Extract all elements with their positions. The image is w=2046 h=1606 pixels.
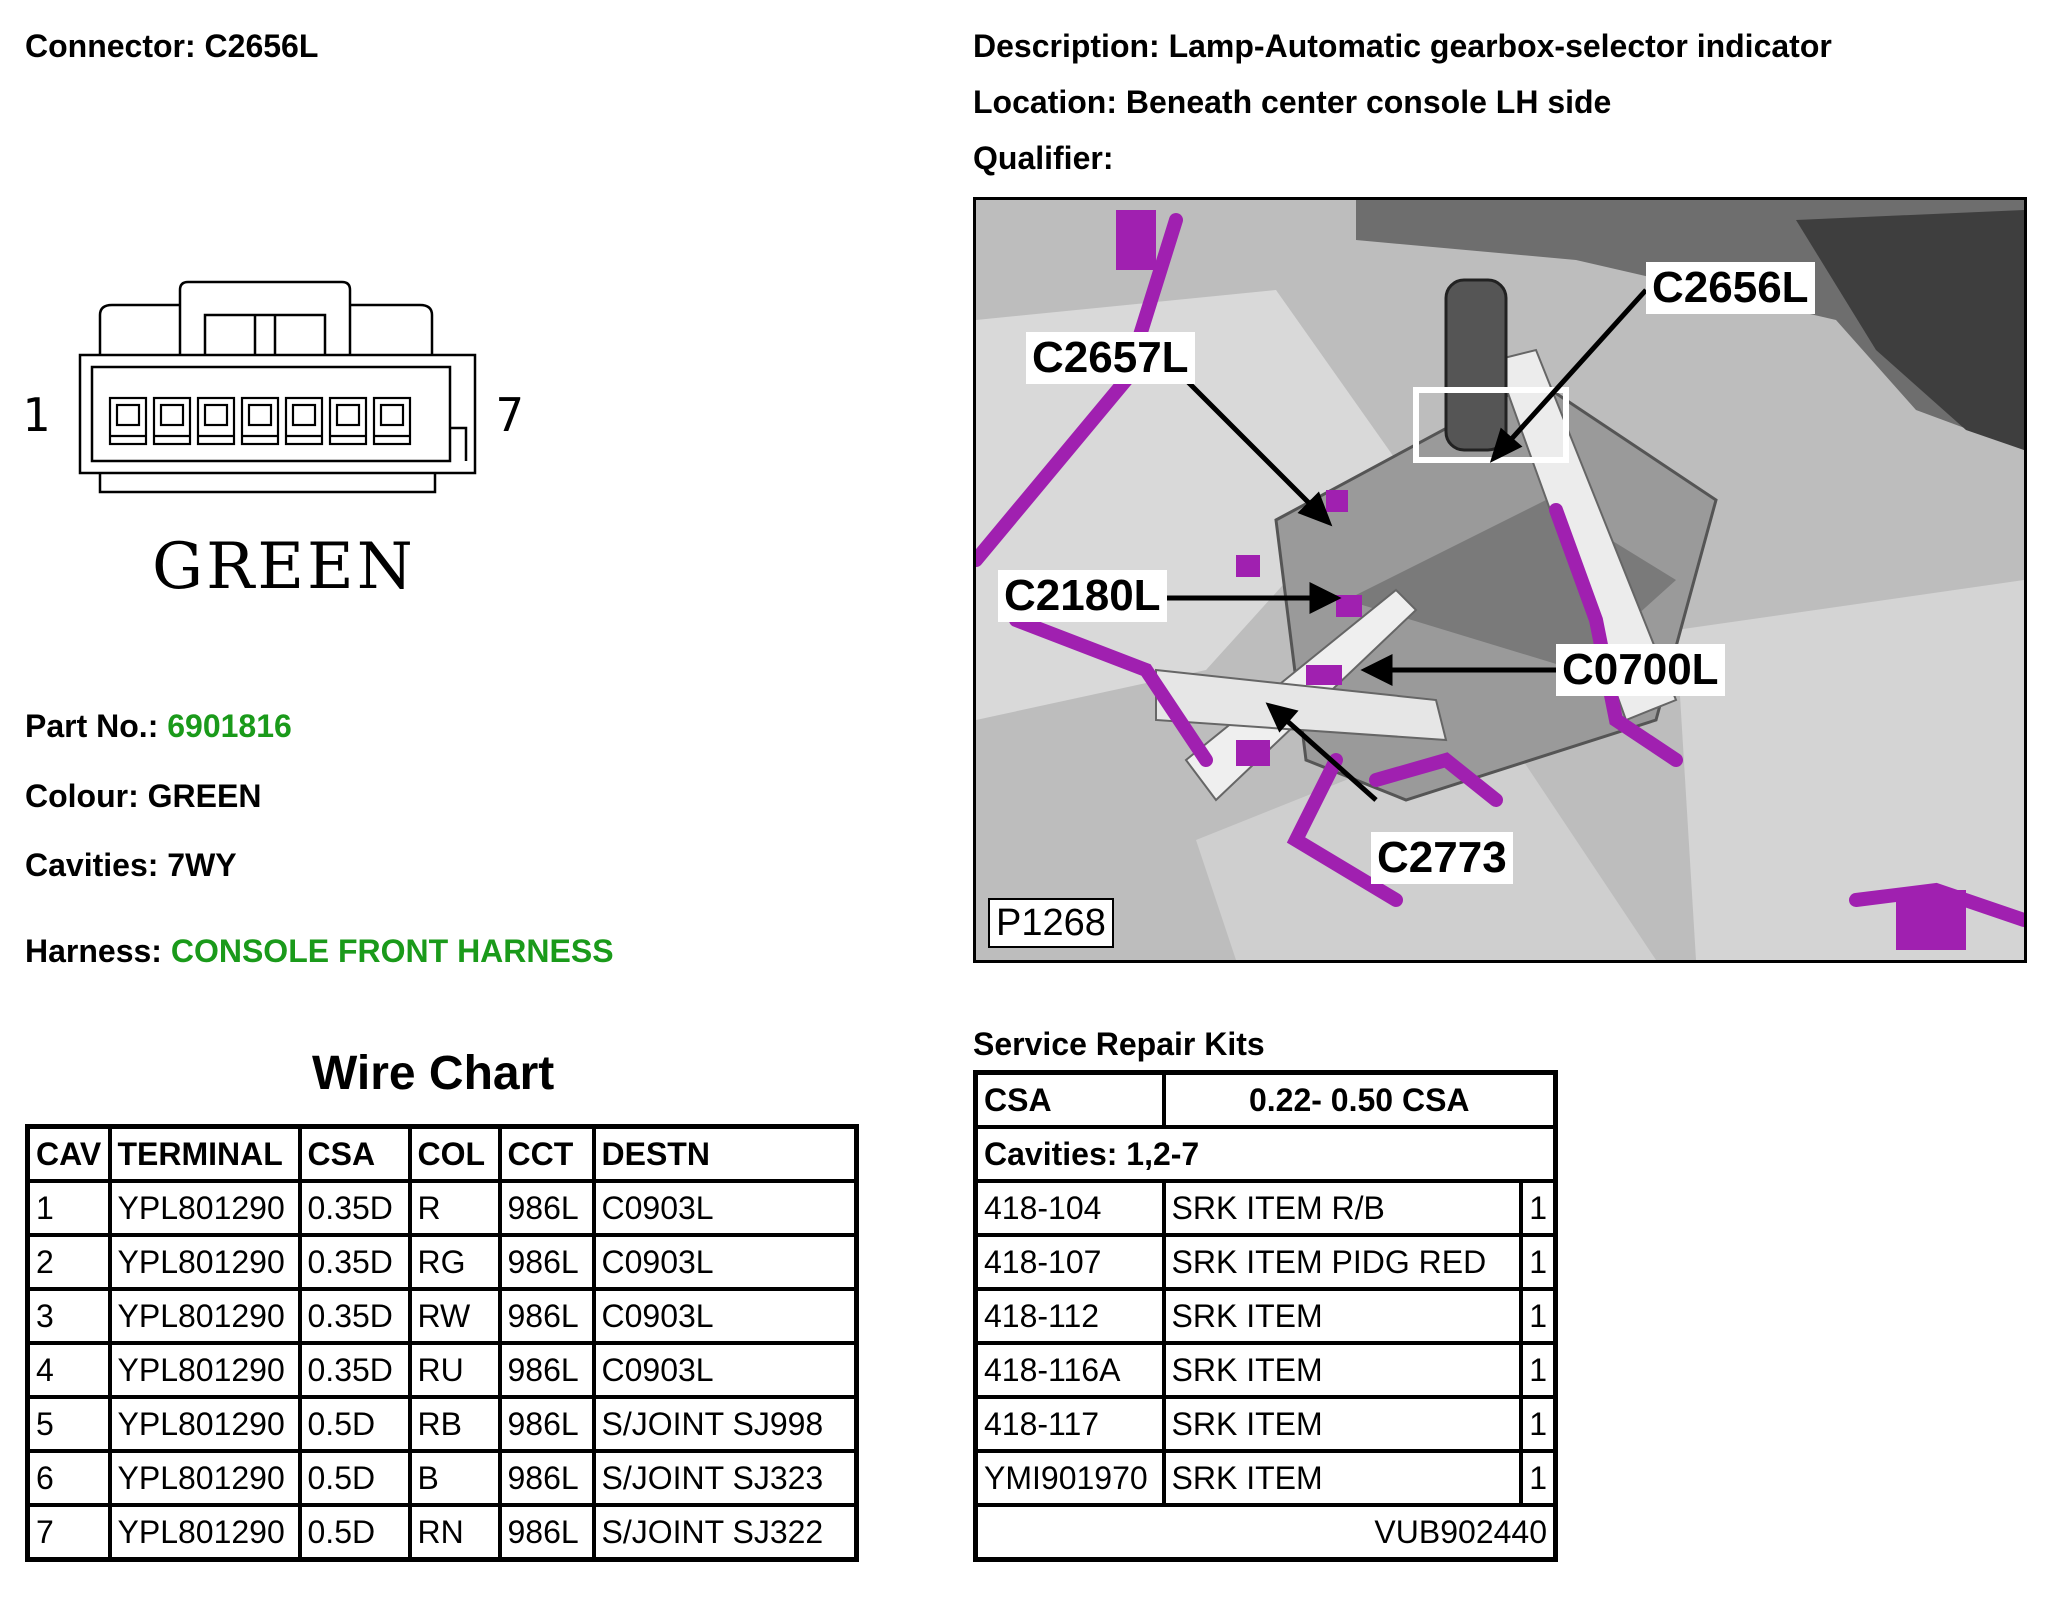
location-value: Beneath center console LH side (1125, 84, 1612, 120)
cell-destn: S/JOINT SJ322 (594, 1505, 857, 1560)
kit-footer-row (976, 1505, 1556, 1560)
harness-value: CONSOLE FRONT HARNESS (170, 933, 614, 969)
cell-destn: C0903L (594, 1289, 857, 1343)
csa-value: 0.22- 0.50 CSA (1164, 1073, 1556, 1128)
cell-terminal: YPL801290 (110, 1289, 300, 1343)
header-destn: DESTN (594, 1127, 857, 1182)
cell-destn: C0903L (594, 1343, 857, 1397)
pin-label-first: 1 (22, 388, 50, 442)
harness-line: Harness: CONSOLE FRONT HARNESS (25, 933, 614, 969)
cell-col: B (410, 1451, 500, 1505)
cell-csa: 0.5D (300, 1451, 410, 1505)
header-terminal: TERMINAL (110, 1127, 300, 1182)
kit-qty: 1 (1521, 1289, 1555, 1343)
cell-csa: 0.35D (300, 1343, 410, 1397)
cell-csa: 0.35D (300, 1235, 410, 1289)
wire-chart-title: Wire Chart (312, 1047, 555, 1100)
cell-cct: 986L (500, 1181, 594, 1235)
kit-qty: 1 (1521, 1235, 1555, 1289)
cell-cct: 986L (500, 1343, 594, 1397)
kit-part: 418-107 (976, 1235, 1164, 1289)
callout-c2657l: C2657L (1026, 332, 1195, 384)
description-line: Description: Lamp-Automatic gearbox-selector indicator (973, 28, 1832, 64)
csa-label: CSA (976, 1073, 1164, 1128)
cavities-row (976, 1127, 1556, 1181)
kit-qty: 1 (1521, 1181, 1555, 1235)
service-kits-table (973, 1070, 1558, 1562)
table-row (28, 1451, 857, 1505)
header-cct: CCT (500, 1127, 594, 1182)
wire-chart-table (25, 1124, 859, 1562)
kit-desc: SRK ITEM (1164, 1397, 1522, 1451)
qualifier-line: Qualifier: (973, 140, 1114, 176)
cell-col: RN (410, 1505, 500, 1560)
cell-col: RW (410, 1289, 500, 1343)
cavities-value: 7WY (167, 847, 237, 883)
cell-cav: 4 (28, 1343, 110, 1397)
list-item (976, 1235, 1556, 1289)
kit-footer: VUB902440 (976, 1505, 1556, 1560)
kit-part: 418-112 (976, 1289, 1164, 1343)
header-csa: CSA (300, 1127, 410, 1182)
cell-csa: 0.5D (300, 1505, 410, 1560)
wire-chart-header-row (28, 1127, 857, 1182)
service-kits-title: Service Repair Kits (973, 1026, 1265, 1062)
kit-qty: 1 (1521, 1397, 1555, 1451)
part-number-value: 6901816 (167, 708, 292, 744)
location-photo (973, 197, 2027, 963)
list-item (976, 1451, 1556, 1505)
photo-code: P1268 (988, 898, 1114, 948)
cell-terminal: YPL801290 (110, 1505, 300, 1560)
cell-terminal: YPL801290 (110, 1343, 300, 1397)
list-item (976, 1397, 1556, 1451)
callout-c0700l: C0700L (1556, 644, 1725, 696)
kit-desc: SRK ITEM (1164, 1451, 1522, 1505)
list-item (976, 1289, 1556, 1343)
cell-terminal: YPL801290 (110, 1397, 300, 1451)
cell-cct: 986L (500, 1289, 594, 1343)
table-row (28, 1235, 857, 1289)
cell-terminal: YPL801290 (110, 1235, 300, 1289)
callout-c2656l: C2656L (1646, 262, 1815, 314)
kit-desc: SRK ITEM (1164, 1289, 1522, 1343)
cell-cct: 986L (500, 1505, 594, 1560)
colour-line: Colour: GREEN (25, 778, 262, 814)
cell-col: RG (410, 1235, 500, 1289)
pin-label-last: 7 (496, 388, 524, 442)
cell-cct: 986L (500, 1397, 594, 1451)
cell-destn: C0903L (594, 1181, 857, 1235)
cell-terminal: YPL801290 (110, 1181, 300, 1235)
connector-heading: Connector: C2656L (25, 28, 319, 64)
cell-csa: 0.35D (300, 1289, 410, 1343)
table-row (28, 1397, 857, 1451)
description-value: Lamp-Automatic gearbox-selector indicator (1168, 28, 1832, 64)
cell-cav: 7 (28, 1505, 110, 1560)
kit-qty: 1 (1521, 1451, 1555, 1505)
cell-cav: 5 (28, 1397, 110, 1451)
table-row (28, 1181, 857, 1235)
list-item (976, 1343, 1556, 1397)
location-line: Location: Beneath center console LH side (973, 84, 1612, 120)
header-col: COL (410, 1127, 500, 1182)
cell-cct: 986L (500, 1235, 594, 1289)
table-row (28, 1289, 857, 1343)
cell-cav: 2 (28, 1235, 110, 1289)
csa-row (976, 1073, 1556, 1128)
connector-colour-caption: GREEN (152, 530, 416, 604)
cell-destn: C0903L (594, 1235, 857, 1289)
cell-csa: 0.5D (300, 1397, 410, 1451)
kit-part: 418-116A (976, 1343, 1164, 1397)
callout-c2180l: C2180L (998, 570, 1167, 622)
table-row (28, 1505, 857, 1560)
cell-cav: 1 (28, 1181, 110, 1235)
kit-part: YMI901970 (976, 1451, 1164, 1505)
callout-c2773: C2773 (1371, 832, 1513, 884)
cell-col: RU (410, 1343, 500, 1397)
kit-desc: SRK ITEM R/B (1164, 1181, 1522, 1235)
colour-value: GREEN (147, 778, 262, 814)
cell-destn: S/JOINT SJ998 (594, 1397, 857, 1451)
cell-col: RB (410, 1397, 500, 1451)
list-item (976, 1181, 1556, 1235)
kit-cavities: Cavities: 1,2-7 (976, 1127, 1556, 1181)
cell-csa: 0.35D (300, 1181, 410, 1235)
kit-qty: 1 (1521, 1343, 1555, 1397)
kit-desc: SRK ITEM (1164, 1343, 1522, 1397)
kit-desc: SRK ITEM PIDG RED (1164, 1235, 1522, 1289)
cell-destn: S/JOINT SJ323 (594, 1451, 857, 1505)
cell-cct: 986L (500, 1451, 594, 1505)
connector-id: C2656L (204, 28, 319, 64)
table-row (28, 1343, 857, 1397)
kit-part: 418-117 (976, 1397, 1164, 1451)
pin-cavities (110, 398, 410, 444)
kit-part: 418-104 (976, 1181, 1164, 1235)
cell-terminal: YPL801290 (110, 1451, 300, 1505)
cavities-line: Cavities: 7WY (25, 847, 237, 883)
cell-col: R (410, 1181, 500, 1235)
connector-face-diagram (70, 270, 490, 510)
part-number-line: Part No.: 6901816 (25, 708, 292, 744)
cell-cav: 3 (28, 1289, 110, 1343)
header-cav: CAV (28, 1127, 110, 1182)
cell-cav: 6 (28, 1451, 110, 1505)
